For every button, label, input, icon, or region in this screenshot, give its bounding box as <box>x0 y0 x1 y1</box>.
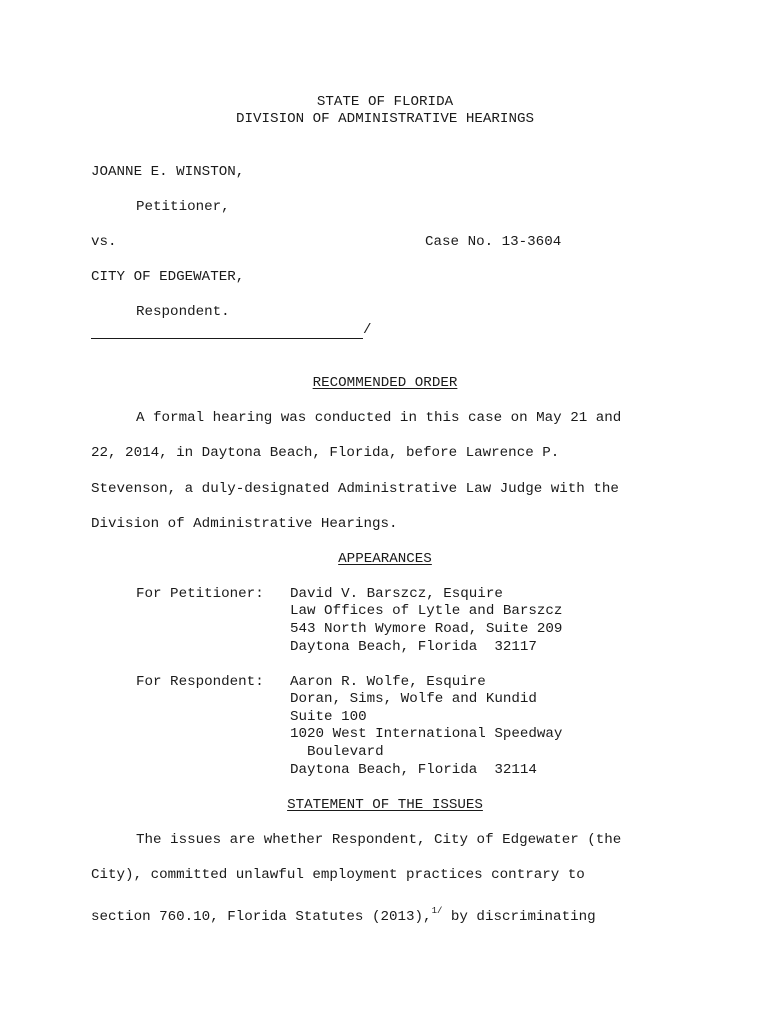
petitioner-role: Petitioner, <box>136 199 230 215</box>
issues-line-1: The issues are whether Respondent, City of Edgewater (the <box>136 832 622 848</box>
agency-division: DIVISION OF ADMINISTRATIVE HEARINGS <box>236 111 534 127</box>
issues-line-3-start: section 760.10, Florida Statutes (2013), <box>91 909 432 925</box>
petitioner-counsel-line: Law Offices of Lytle and Barszcz <box>290 603 563 619</box>
petitioner-counsel-line: 543 North Wymore Road, Suite 209 <box>290 621 563 637</box>
caption-rule <box>91 338 363 339</box>
petitioner-counsel-line: Daytona Beach, Florida 32117 <box>290 639 537 655</box>
intro-line-1: A formal hearing was conducted in this case on May 21 and <box>136 410 622 426</box>
issues-line-2: City), committed unlawful employment practices contrary to <box>91 867 585 883</box>
appearances-heading-text: APPEARANCES <box>338 551 432 567</box>
issues-line-3 <box>91 903 596 927</box>
respondent-counsel-line: Daytona Beach, Florida 32114 <box>290 762 537 778</box>
agency-state: STATE OF FLORIDA <box>316 94 454 110</box>
order-title-text: RECOMMENDED ORDER <box>312 375 458 391</box>
issues-heading <box>0 797 770 815</box>
petitioner-name: JOANNE E. WINSTON, <box>91 164 245 180</box>
appearances-heading <box>0 551 770 569</box>
case-number: Case No. 13-3604 <box>425 234 562 250</box>
respondent-counsel-line: Aaron R. Wolfe, Esquire <box>290 674 486 690</box>
respondent-counsel-line: 1020 West International Speedway <box>290 726 563 742</box>
versus-label: vs. <box>91 234 117 250</box>
respondent-role: Respondent. <box>136 304 230 320</box>
respondent-counsel-label: For Respondent: <box>136 674 264 690</box>
respondent-counsel-line: Doran, Sims, Wolfe and Kundid <box>290 691 537 707</box>
order-title <box>0 375 770 393</box>
intro-line-4: Division of Administrative Hearings. <box>91 516 398 532</box>
intro-line-3: Stevenson, a duly-designated Administrative Law Judge with the <box>91 481 619 497</box>
footnote-marker[interactable]: 1/ <box>431 906 443 916</box>
issues-heading-text: STATEMENT OF THE ISSUES <box>287 797 483 813</box>
petitioner-counsel-label: For Petitioner: <box>136 586 264 602</box>
caption-rule-end: / <box>363 322 372 338</box>
intro-line-2: 22, 2014, in Daytona Beach, Florida, before Lawrence P. <box>91 445 560 461</box>
petitioner-counsel-line: David V. Barszcz, Esquire <box>290 586 503 602</box>
issues-line-3-end: by discriminating <box>442 909 596 925</box>
respondent-counsel-line: Suite 100 <box>290 709 367 725</box>
respondent-counsel-line: Boulevard <box>290 744 384 760</box>
respondent-name: CITY OF EDGEWATER, <box>91 269 245 285</box>
